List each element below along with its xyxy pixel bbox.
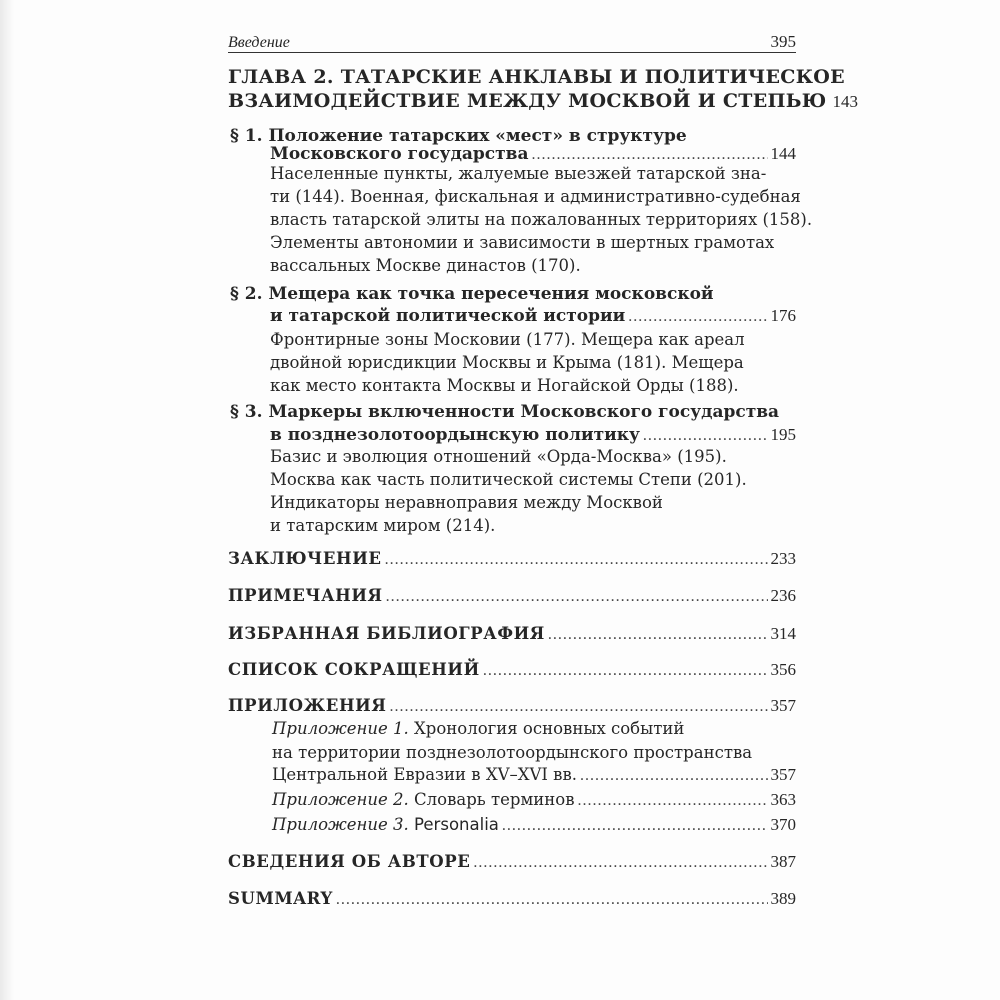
dot-leader: [580, 767, 768, 785]
section-number: § 3.: [230, 402, 263, 422]
toc-page-number: 357: [770, 696, 796, 715]
toc-page-number: 314: [770, 624, 796, 643]
appendix-prefix: Приложение 2.: [272, 790, 409, 809]
section-description: [270, 162, 813, 277]
description-line: Индикаторы неравноправия между Москвой: [270, 493, 663, 512]
toc-page-number: 233: [770, 549, 796, 568]
toc-entry-label: SUMMARY: [228, 889, 333, 908]
description-line: Элементы автономии и зависимости в шертных грамотах: [270, 233, 775, 252]
description-line: Фронтирные зоны Московии (177). Мещера как ареал: [270, 330, 745, 349]
toc-page-number: 387: [770, 852, 796, 871]
toc-page-number: 143: [832, 92, 858, 111]
running-head: Введение: [228, 34, 290, 51]
appendix-prefix: Приложение 3.: [272, 815, 409, 834]
appendix-title-text: Personalia: [414, 815, 499, 834]
toc-entry-label: ПРИЛОЖЕНИЯ: [228, 696, 387, 715]
section-title-line2: в позднезолотоордынскую политику: [270, 425, 640, 445]
toc-entry-about-author[interactable]: [228, 852, 796, 872]
dot-leader: [578, 792, 768, 810]
toc-entry-summary[interactable]: [228, 889, 796, 909]
section-title-line2: Московского государства: [270, 144, 529, 164]
description-line: ти (144). Военная, фискальная и административно-судебная: [270, 187, 801, 206]
dot-leader: [385, 551, 768, 569]
toc-entry-appendix-1[interactable]: [272, 765, 796, 785]
toc-entry-chapter2[interactable]: [228, 90, 858, 112]
section-description: [270, 328, 796, 397]
page-number: 395: [770, 32, 796, 51]
dot-leader: [548, 626, 768, 644]
appendix-1-line2: на территории позднезолотоордынского пространства: [272, 743, 753, 762]
description-line: как место контакта Москвы и Ногайской Орды (188).: [270, 376, 739, 395]
dot-leader: [386, 588, 768, 606]
toc-page-number: 176: [770, 306, 796, 325]
description-line: вассальных Москве династов (170).: [270, 256, 581, 275]
dot-leader: [473, 854, 767, 872]
toc-page-number: 363: [770, 790, 796, 809]
section-title-text: Положение татарских «мест» в структуре: [268, 126, 687, 146]
toc-entry-appendices[interactable]: [228, 696, 796, 716]
toc-entry-section-2[interactable]: [270, 306, 796, 326]
toc-entry-abbreviations[interactable]: [228, 660, 796, 680]
toc-page-number: 144: [770, 144, 796, 163]
toc-entry-section-1[interactable]: [270, 144, 796, 164]
toc-entry-label: ПРИМЕЧАНИЯ: [228, 586, 383, 605]
toc-entry-label: СПИСОК СОКРАЩЕНИЙ: [228, 660, 480, 679]
section-title-text: Маркеры включенности Московского государства: [268, 402, 780, 422]
section-title-line1: [230, 284, 714, 304]
page-header: [228, 32, 796, 53]
appendix-title: [272, 815, 499, 834]
description-line: власть татарской элиты на пожалованных территориях (158).: [270, 210, 813, 229]
description-line: Москва как часть политической системы Степи (201).: [270, 470, 747, 489]
toc-entry-label: ИЗБРАННАЯ БИБЛИОГРАФИЯ: [228, 624, 545, 643]
dot-leader: [390, 698, 768, 716]
description-line: Населенные пункты, жалуемые выезжей татарской зна-: [270, 164, 767, 183]
toc-entry-label: ЗАКЛЮЧЕНИЕ: [228, 549, 382, 568]
description-line: Базис и эволюция отношений «Орда-Москва» (195).: [270, 447, 727, 466]
section-title-line1: [230, 402, 779, 422]
description-line: двойной юрисдикции Москвы и Крыма (181). Мещера: [270, 353, 744, 372]
toc-page-number: 370: [770, 815, 796, 834]
section-title-line1: [230, 126, 687, 146]
toc-entry-appendix-3[interactable]: [272, 815, 796, 835]
dot-leader: [336, 891, 768, 909]
toc-page-number: 236: [770, 586, 796, 605]
section-title-text: Мещера как точка пересечения московской: [268, 284, 714, 304]
toc-page-number: 389: [770, 889, 796, 908]
appendix-prefix: Приложение 1.: [272, 719, 409, 738]
appendix-title-text: Хронология основных событий: [414, 719, 685, 738]
dot-leader: [502, 817, 768, 835]
toc-page-number: 356: [770, 660, 796, 679]
toc-entry-bibliography[interactable]: [228, 624, 796, 644]
toc-entry-conclusion[interactable]: [228, 549, 796, 569]
section-number: § 1.: [230, 126, 263, 146]
appendix-1-line1: [272, 719, 684, 738]
chapter-title-line1: ГЛАВА 2. ТАТАРСКИЕ АНКЛАВЫ И ПОЛИТИЧЕСКОЕ: [228, 66, 845, 88]
dot-leader: [643, 427, 768, 445]
section-number: § 2.: [230, 284, 263, 304]
appendix-title: [272, 790, 575, 809]
toc-page-number: 195: [770, 425, 796, 444]
dot-leader: [483, 662, 768, 680]
toc-page-number: 357: [770, 765, 796, 784]
section-description: [270, 445, 796, 537]
appendix-title-text: Словарь терминов: [414, 790, 575, 809]
chapter-title-line2: ВЗАИМОДЕЙСТВИЕ МЕЖДУ МОСКВОЙ И СТЕПЬЮ: [228, 90, 827, 112]
section-title-line2: и татарской политической истории: [270, 306, 626, 326]
dot-leader: [628, 308, 767, 326]
appendix-title-text: Центральной Евразии в XV–XVI вв.: [272, 765, 577, 784]
toc-entry-appendix-2[interactable]: [272, 790, 796, 810]
description-line: и татарским миром (214).: [270, 516, 496, 535]
toc-entry-label: СВЕДЕНИЯ ОБ АВТОРЕ: [228, 852, 471, 871]
page-gutter-shadow: [0, 0, 14, 1000]
toc-entry-section-3[interactable]: [270, 425, 796, 445]
toc-entry-notes[interactable]: [228, 586, 796, 606]
